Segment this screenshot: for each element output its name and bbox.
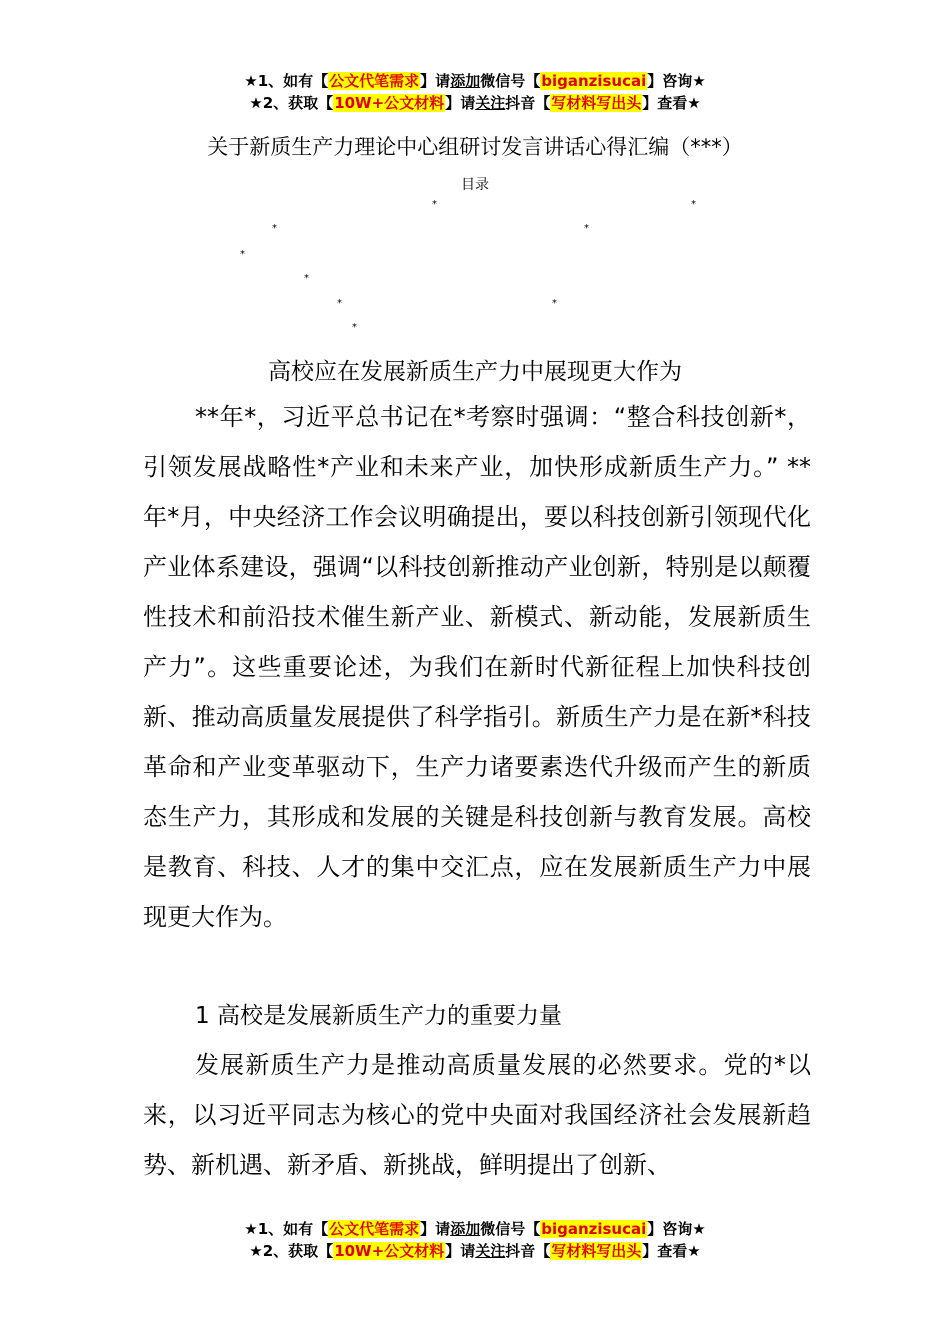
- banner-text: ★2、获取【: [249, 1242, 334, 1260]
- toc-mark: *: [552, 298, 557, 309]
- toc-mark: *: [337, 298, 342, 309]
- banner-highlight: 10W+公文材料: [334, 1242, 445, 1260]
- banner-wechat-id: biganzisucai: [541, 72, 647, 90]
- footer-banner: [0, 1218, 950, 1262]
- banner-text: 抖音【: [505, 1242, 551, 1260]
- banner-text: 】查看★: [642, 94, 701, 112]
- banner-line-1: [0, 70, 950, 92]
- sub-heading: 1 高校是发展新质生产力的重要力量: [195, 1003, 562, 1029]
- document-title: 关于新质生产力理论中心组研讨发言讲话心得汇编（***）: [207, 135, 743, 159]
- section-heading: 高校应在发展新质生产力中展现更大作为: [268, 359, 682, 385]
- banner-text: 】请: [445, 1242, 476, 1260]
- banner-text: 】请: [445, 94, 476, 112]
- banner-text: 】咨询★: [647, 72, 706, 90]
- banner-underlined: 添加: [450, 1220, 481, 1238]
- banner-text: 】查看★: [642, 1242, 701, 1260]
- toc-mark: *: [691, 199, 696, 210]
- banner-underlined: 添加: [450, 72, 481, 90]
- toc-mark: *: [240, 249, 245, 260]
- banner-wechat-id: biganzisucai: [541, 1220, 647, 1238]
- banner-text: 】咨询★: [647, 1220, 706, 1238]
- banner-douyin-id: 写材料写出头: [551, 94, 642, 112]
- toc-mark: *: [584, 223, 589, 234]
- banner-line-1: [0, 1218, 950, 1240]
- banner-text: ★2、获取【: [249, 94, 334, 112]
- banner-text: 抖音【: [505, 94, 551, 112]
- banner-text: 微信号【: [480, 72, 541, 90]
- banner-text: 微信号【: [480, 1220, 541, 1238]
- banner-highlight: 10W+公文材料: [334, 94, 445, 112]
- banner-highlight: 公文代笔需求: [329, 1220, 420, 1238]
- banner-text: 】请: [420, 72, 451, 90]
- body-paragraph: 发展新质生产力是推动高质量发展的必然要求。党的*以来，以习近平同志为核心的党中央面对我国经济社会发展新趋势、新机遇、新矛盾、新挑战，鲜明提出了创新、: [143, 1051, 811, 1179]
- body-paragraph: **年*，习近平总书记在*考察时强调：“整合科技创新*，引领发展战略性*产业和未来产业，加快形成新质生产力。” **年*月，中央经济工作会议明确提出，要以科技创新引领现代化产业体系建设，强调“以科技创新推动产业创新，特别是以颠覆性技术和前沿技术催生新产业、新模式、新动能，发展新质生产力”。这些重要论述，为我们在新时代新征程上加快科技创新、推动高质量发展提供了科学指引。新质生产力是在新*科技革命和产业变革驱动下，生产力诸要素迭代升级而产生的新质态生产力，其形成和发展的关键是科技创新与教育发展。高校是教育、科技、人才的集中交汇点，应在发展新质生产力中展现更大作为。: [143, 403, 811, 931]
- toc-mark: *: [304, 273, 309, 284]
- banner-line-2: [0, 92, 950, 114]
- banner-underlined: 关注: [475, 1242, 506, 1260]
- banner-text: ★1、如有【: [244, 72, 329, 90]
- toc-mark: *: [352, 322, 357, 333]
- header-banner: [0, 70, 950, 114]
- banner-douyin-id: 写材料写出头: [551, 1242, 642, 1260]
- banner-line-2: [0, 1240, 950, 1262]
- banner-highlight: 公文代笔需求: [329, 72, 420, 90]
- banner-underlined: 关注: [475, 94, 506, 112]
- toc-mark: *: [272, 223, 277, 234]
- banner-text: ★1、如有【: [244, 1220, 329, 1238]
- toc-label: 目录: [461, 177, 489, 193]
- toc-mark: *: [432, 199, 437, 210]
- banner-text: 】请: [420, 1220, 451, 1238]
